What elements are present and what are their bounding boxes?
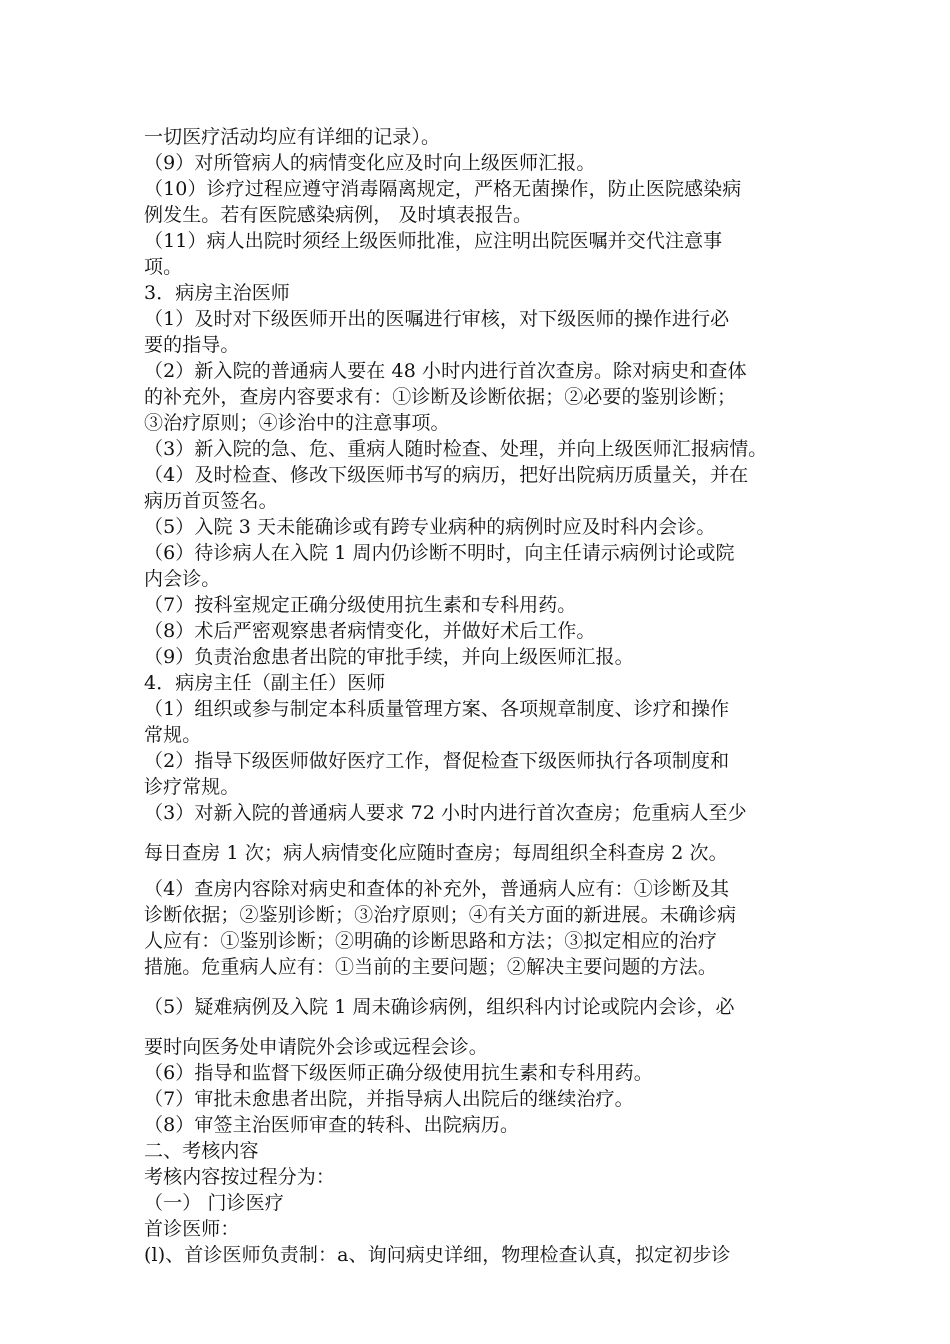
text-line: （10）诊疗过程应遵守消毒隔离规定，严格无菌操作，防止医院感染病 bbox=[144, 178, 742, 200]
text-line: （4）及时检查、修改下级医师书写的病历，把好出院病历质量关，并在 bbox=[144, 464, 749, 486]
text-line: （9）负责治愈患者出院的审批手续，并向上级医师汇报。 bbox=[144, 646, 634, 668]
text-line: （5）疑难病例及入院 1 周未确诊病例，组织科内讨论或院内会诊，必 bbox=[144, 996, 735, 1018]
text-line: 诊疗常规。 bbox=[144, 776, 240, 798]
text-line: （8）审签主治医师审查的转科、出院病历。 bbox=[144, 1114, 520, 1136]
text-line: 项。 bbox=[144, 256, 183, 278]
subsection-heading: （一） 门诊医疗 bbox=[144, 1192, 284, 1214]
text-line: （3）新入院的急、危、重病人随时检查、处理，并向上级医师汇报病情。 bbox=[144, 438, 768, 460]
text-line: 人应有：①鉴别诊断；②明确的诊断思路和方法；③拟定相应的治疗 bbox=[144, 930, 718, 952]
text-line: 每日查房 1 次；病人病情变化应随时查房；每周组织全科查房 2 次。 bbox=[144, 842, 728, 864]
section-heading: 二、考核内容 bbox=[144, 1140, 259, 1162]
section-heading: 4．病房主任（副主任）医师 bbox=[144, 672, 386, 694]
text-line: 诊断依据；②鉴别诊断；③治疗原则；④有关方面的新进展。未确诊病 bbox=[144, 904, 737, 926]
text-line: 病历首页签名。 bbox=[144, 490, 278, 512]
text-line: （11）病人出院时须经上级医师批准，应注明出院医嘱并交代注意事 bbox=[144, 230, 723, 252]
text-line: 内会诊。 bbox=[144, 568, 221, 590]
text-line: 一切医疗活动均应有详细的记录）。 bbox=[144, 126, 441, 148]
text-line: (l)、首诊医师负责制：a、询问病史详细，物理检查认真，拟定初步诊 bbox=[144, 1244, 731, 1266]
text-line: （3）对新入院的普通病人要求 72 小时内进行首次查房；危重病人至少 bbox=[144, 802, 747, 824]
text-line: （4）查房内容除对病史和查体的补充外，普通病人应有：①诊断及其 bbox=[144, 878, 730, 900]
text-line: （8）术后严密观察患者病情变化，并做好术后工作。 bbox=[144, 620, 596, 642]
text-line: 要的指导。 bbox=[144, 334, 240, 356]
text-line: 要时向医务处申请院外会诊或远程会诊。 bbox=[144, 1036, 488, 1058]
section-heading: 3．病房主治医师 bbox=[144, 282, 290, 304]
text-line: （2）新入院的普通病人要在 48 小时内进行首次查房。除对病史和查体 bbox=[144, 360, 747, 382]
text-line: 考核内容按过程分为： bbox=[144, 1166, 336, 1188]
text-line: （9）对所管病人的病情变化应及时向上级医师汇报。 bbox=[144, 152, 596, 174]
text-line: 的补充外，查房内容要求有：①诊断及诊断依据；②必要的鉴别诊断； bbox=[144, 386, 737, 408]
text-line: （1）及时对下级医师开出的医嘱进行审核，对下级医师的操作进行必 bbox=[144, 308, 730, 330]
text-line: （6）待诊病人在入院 1 周内仍诊断不明时，向主任请示病例讨论或院 bbox=[144, 542, 735, 564]
text-line: 常规。 bbox=[144, 724, 202, 746]
text-line: （7）审批未愈患者出院，并指导病人出院后的继续治疗。 bbox=[144, 1088, 634, 1110]
text-line: （1）组织或参与制定本科质量管理方案、各项规章制度、诊疗和操作 bbox=[144, 698, 730, 720]
document-body bbox=[144, 124, 810, 1268]
text-line: 措施。危重病人应有：①当前的主要问题；②解决主要问题的方法。 bbox=[144, 956, 718, 978]
text-line: 例发生。若有医院感染病例， 及时填表报告。 bbox=[144, 204, 533, 226]
text-line: ③治疗原则；④诊治中的注意事项。 bbox=[144, 412, 450, 434]
text-line: （6）指导和监督下级医师正确分级使用抗生素和专科用药。 bbox=[144, 1062, 653, 1084]
text-line: （5）入院 3 天未能确诊或有跨专业病种的病例时应及时科内会诊。 bbox=[144, 516, 716, 538]
text-line: （2）指导下级医师做好医疗工作，督促检查下级医师执行各项制度和 bbox=[144, 750, 730, 772]
text-line: （7）按科室规定正确分级使用抗生素和专科用药。 bbox=[144, 594, 577, 616]
text-line: 首诊医师： bbox=[144, 1218, 240, 1240]
